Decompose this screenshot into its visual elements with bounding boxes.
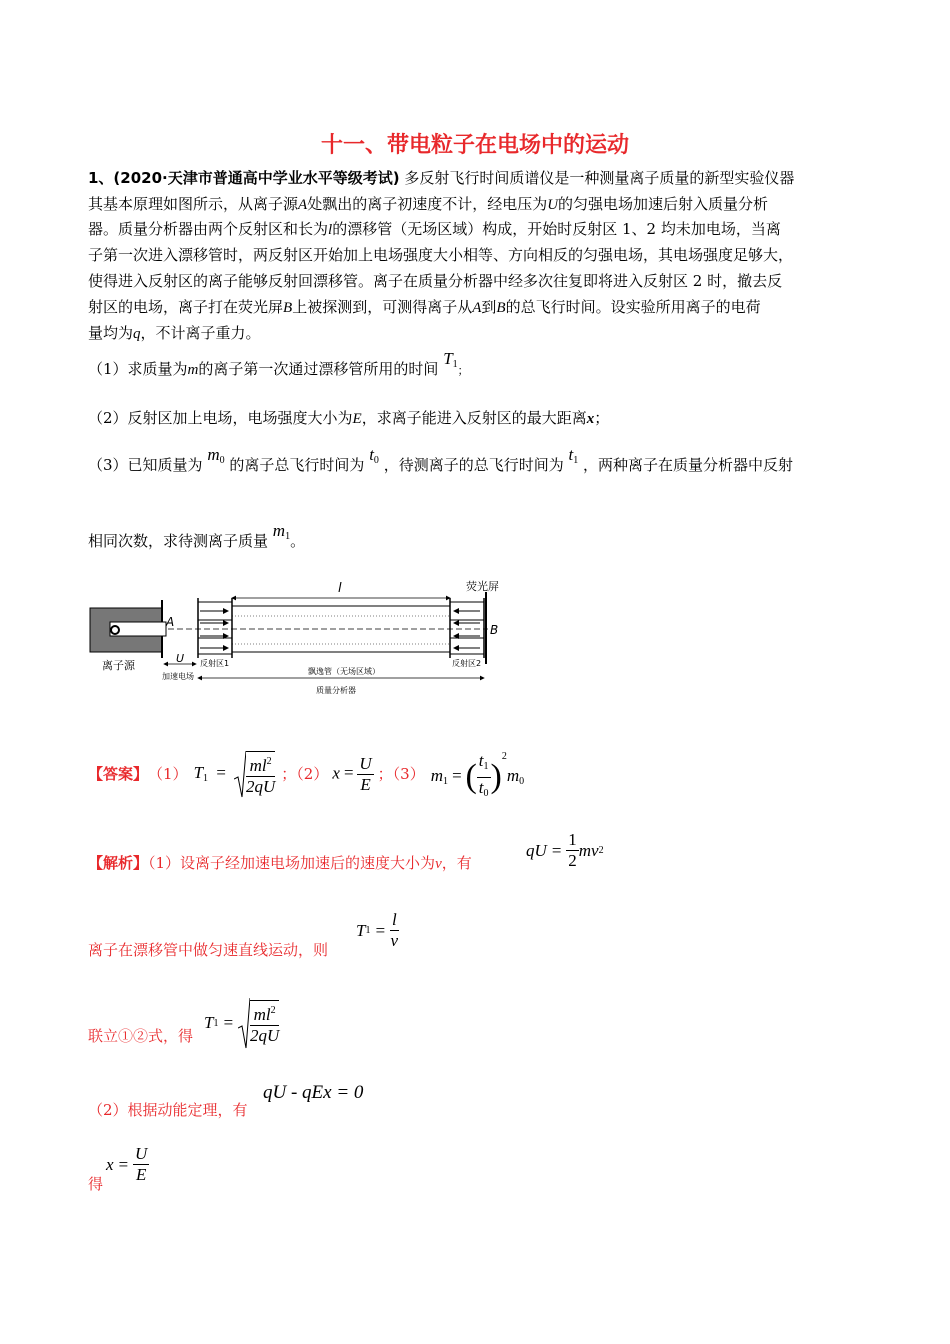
- analysis-line-5: 得: [88, 1175, 104, 1193]
- question-text: 多反射飞行时间质谱仪是一种测量离子质量的新型实验仪器: [404, 169, 795, 187]
- label-B: B: [490, 623, 499, 637]
- question-line-2: 其基本原理如图所示，从离子源A处飘出的离子初速度不计，经电压为U的匀强电场加速后射入质量分析: [88, 195, 769, 213]
- m0-symbol: $m_0$: [207, 445, 225, 466]
- label-l: l: [338, 581, 342, 596]
- label-source: 离子源: [102, 659, 135, 672]
- analysis-eq-3: T 1 = $\frac{ml^2}{2qU}$: [204, 996, 279, 1050]
- label-analyzer: 质量分析器: [316, 686, 356, 695]
- label-r2: 反射区2: [452, 659, 482, 668]
- label-U: U: [176, 652, 185, 665]
- answer-line: 【答案】 （1） $T_1$ = $\frac{ml^2}{2qU}$ ；（2） x = $\frac{U}{E}$ ；（3） $m_1$ =( $\frac{t_1}{t_0}$ )$^2m_0$: [88, 744, 530, 804]
- analysis-eq-5: x = $\frac{U}{E}$: [106, 1144, 148, 1184]
- analysis-line-1: 【解析】（1）设离子经加速电场加速后的速度大小为v，有: [88, 854, 472, 872]
- answer-2: x = $\frac{U}{E}$: [332, 753, 372, 794]
- label-drift: 飘逸管（无场区域）: [308, 667, 380, 676]
- label-r1: 反射区1: [200, 659, 230, 668]
- label-A: A: [166, 615, 175, 629]
- question-line-1: [88, 165, 794, 191]
- analysis-eq-4: qU - qEx = 0: [263, 1082, 364, 1103]
- answer-1: $T_1$ = $\frac{ml^2}{2qU}$: [194, 749, 276, 799]
- t1-symbol-b: $t_1$: [568, 445, 579, 466]
- m1-symbol: $m_1$: [272, 521, 291, 542]
- part-1: （1）求质量为m的离子第一次通过漂移管所用的时间 $T_1$；: [88, 349, 469, 378]
- part-2: （2）反射区加上电场，电场强度大小为E，求离子能进入反射区的最大距离x；: [88, 409, 610, 427]
- question-line-7: 量均为q，不计离子重力。: [88, 324, 261, 342]
- question-source: 1、(2020·天津市普通高中学业水平等级考试): [88, 169, 400, 187]
- question-line-3: 器。质量分析器由两个反射区和长为l的漂移管（无场区域）构成，开始时反射区 1、2 均未加电场，当离: [88, 220, 781, 238]
- t1-symbol: $T_1$: [443, 349, 458, 370]
- analysis-line-4: （2）根据动能定理，有: [88, 1101, 248, 1119]
- question-line-6: 射区的电场，离子打在荧光屏B上被探测到，可测得离子从A到B的总飞行时间。设实验所用离子的电荷: [88, 298, 761, 316]
- apparatus-diagram: [88, 578, 518, 698]
- analysis-eq-1: qU = $\frac{1}{2}$ mv 2: [526, 830, 604, 870]
- analysis-line-2: 离子在漂移管中做匀速直线运动，则: [88, 941, 329, 959]
- analysis-line-3: 联立①②式，得: [88, 1027, 194, 1045]
- t0-symbol: $t_0$: [369, 445, 379, 466]
- page-title: 十一、带电粒子在电场中的运动: [320, 133, 629, 158]
- answer-3: $m_1$ =( $\frac{t_1}{t_0}$ )$^2m_0$: [430, 750, 525, 799]
- part-3-cont: 相同次数，求待测离子质量 $m_1$。: [88, 521, 306, 550]
- question-line-4: 子第一次进入漂移管时，两反射区开始加上电场强度大小相等、方向相反的匀强电场，其电场强度足够大，: [88, 246, 794, 264]
- label-accel: 加速电场: [162, 672, 194, 681]
- analysis-eq-2: T 1 = $\frac{l}{v}$: [356, 910, 399, 950]
- part-3: （3）已知质量为 $m_0$ 的离子总飞行时间为 $t_0$ ，待测离子的总飞行时间为 $t_1$ ，两种离子在质量分析器中反射: [88, 445, 794, 474]
- question-line-5: 使得进入反射区的离子能够反射回漂移管。离子在质量分析器中经多次往复即将进入反射区 2 时，撤去反: [88, 272, 783, 290]
- label-screen: 荧光屏: [466, 580, 499, 593]
